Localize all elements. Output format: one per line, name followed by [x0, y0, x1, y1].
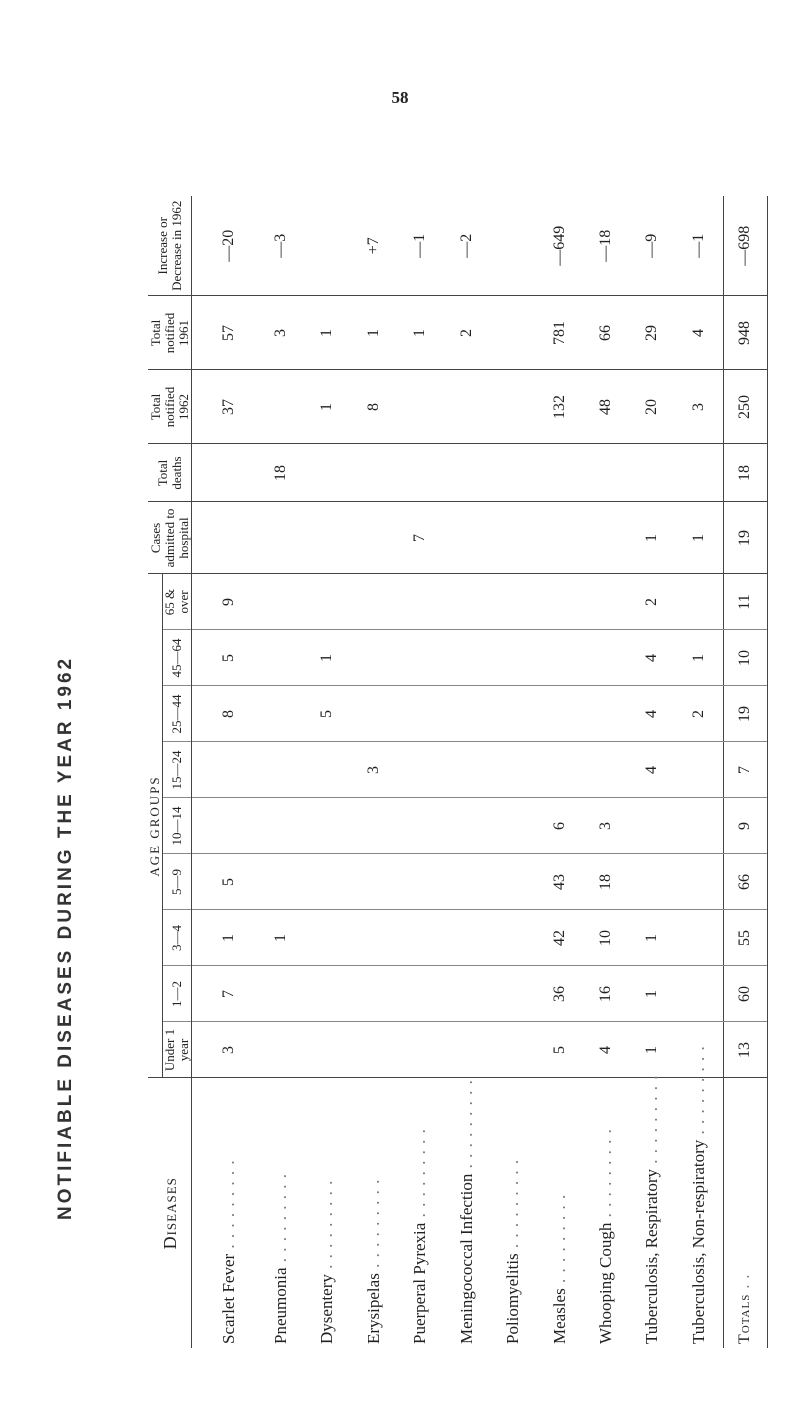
admitted-cell	[304, 502, 350, 574]
change-cell: —3	[258, 196, 304, 296]
leader-dots: . . . . . . . . .	[503, 1158, 523, 1254]
age-cell: 16	[583, 966, 629, 1022]
header-age: 65 & over	[163, 574, 192, 630]
age-cell	[676, 574, 724, 630]
age-cell: 1	[304, 630, 350, 686]
header-age: 25—44	[163, 686, 192, 742]
age-cell	[304, 910, 350, 966]
age-cell	[490, 1022, 536, 1078]
admitted-cell: 1	[629, 502, 675, 574]
change-cell: —649	[536, 196, 582, 296]
age-cell	[490, 798, 536, 854]
age-cell	[443, 574, 489, 630]
age-cell	[676, 742, 724, 798]
change-cell: +7	[351, 196, 397, 296]
notified-1962-cell: 20	[629, 370, 675, 444]
notified-1961-cell: 4	[676, 296, 724, 370]
age-cell: 2	[676, 686, 724, 742]
notified-1962-cell	[258, 370, 304, 444]
age-cell: 43	[536, 854, 582, 910]
header-notified-1962: Total notified 1962	[148, 370, 192, 444]
header-age: 5—9	[163, 854, 192, 910]
age-cell	[490, 686, 536, 742]
admitted-cell	[583, 502, 629, 574]
leader-dots: . . . . . . . . .	[270, 1173, 290, 1268]
disease-name-text: Meningococcal Infection	[456, 1173, 476, 1344]
age-cell: 4	[583, 1022, 629, 1078]
age-cell: 2	[629, 574, 675, 630]
deaths-cell	[629, 444, 675, 502]
header-age: 45—64	[163, 630, 192, 686]
age-cell	[443, 630, 489, 686]
age-cell	[536, 574, 582, 630]
age-cell	[397, 574, 443, 630]
header-row-groups	[148, 196, 163, 1348]
age-cell	[397, 798, 443, 854]
notified-1961-cell: 66	[583, 296, 629, 370]
age-cell	[536, 686, 582, 742]
disease-name-text: Tuberculosis, Non-respiratory	[689, 1139, 709, 1344]
age-cell	[258, 854, 304, 910]
age-cell: 1	[629, 1022, 675, 1078]
age-cell	[536, 630, 582, 686]
age-cell	[443, 1022, 489, 1078]
totals-label-text: Totals	[736, 1293, 754, 1344]
table-row	[192, 196, 258, 1348]
notified-1961-cell: 1	[397, 296, 443, 370]
disease-name	[490, 1078, 536, 1348]
table-row	[397, 196, 443, 1348]
age-cell	[258, 1022, 304, 1078]
disease-name-text: Scarlet Fever	[218, 1253, 238, 1344]
page-number: 58	[391, 88, 409, 107]
age-cell: 10	[723, 630, 767, 686]
deaths-cell	[192, 444, 258, 502]
age-cell: 13	[723, 1022, 767, 1078]
disease-name	[192, 1078, 258, 1348]
change-cell: —18	[583, 196, 629, 296]
header-age: Under 1 year	[163, 1022, 192, 1078]
age-cell: 3	[583, 798, 629, 854]
age-cell: 4	[629, 742, 675, 798]
age-cell	[397, 742, 443, 798]
notified-1962-cell: 132	[536, 370, 582, 444]
age-cell	[351, 686, 397, 742]
leader-dots: . . . . . . . . .	[363, 1178, 383, 1274]
leader-dots: . . . . . . . . .	[642, 1074, 662, 1169]
deaths-cell: 18	[723, 444, 767, 502]
age-cell	[443, 798, 489, 854]
age-cell	[443, 686, 489, 742]
header-change: Increase or Decrease in 1962	[148, 196, 192, 296]
age-cell	[536, 742, 582, 798]
notified-1961-cell	[490, 296, 536, 370]
table-row	[258, 196, 304, 1348]
notified-1961-cell: 57	[192, 296, 258, 370]
age-cell	[397, 630, 443, 686]
age-cell	[351, 630, 397, 686]
notified-1962-cell: 48	[583, 370, 629, 444]
age-cell	[192, 742, 258, 798]
change-cell: —698	[723, 196, 767, 296]
notified-1961-cell: 29	[629, 296, 675, 370]
age-cell	[676, 798, 724, 854]
header-age-groups: AGE GROUPS	[148, 574, 163, 1078]
age-cell	[397, 1022, 443, 1078]
leader-dots: . . . . . . . . .	[317, 1179, 337, 1275]
age-cell: 18	[583, 854, 629, 910]
change-cell: —1	[676, 196, 724, 296]
age-cell: 55	[723, 910, 767, 966]
deaths-cell	[536, 444, 582, 502]
age-cell	[443, 854, 489, 910]
age-cell: 1	[258, 910, 304, 966]
leader-dots: . . . . . . . . .	[595, 1128, 615, 1223]
age-cell	[304, 966, 350, 1022]
age-cell	[676, 966, 724, 1022]
disease-name	[583, 1078, 629, 1348]
age-cell: 5	[192, 630, 258, 686]
admitted-cell: 7	[397, 502, 443, 574]
notifiable-diseases-table	[148, 196, 768, 1348]
age-cell	[304, 854, 350, 910]
notified-1962-cell: 37	[192, 370, 258, 444]
notified-1962-cell: 3	[676, 370, 724, 444]
age-cell: 11	[723, 574, 767, 630]
age-cell	[351, 966, 397, 1022]
age-cell: 1	[192, 910, 258, 966]
age-cell	[676, 910, 724, 966]
age-cell	[258, 686, 304, 742]
admitted-cell	[490, 502, 536, 574]
age-cell	[629, 854, 675, 910]
disease-name	[443, 1078, 489, 1348]
notified-1961-cell: 781	[536, 296, 582, 370]
deaths-cell: 18	[258, 444, 304, 502]
notified-1962-cell: 250	[723, 370, 767, 444]
header-deaths: Total deaths	[148, 444, 192, 502]
age-cell: 7	[192, 966, 258, 1022]
deaths-cell	[490, 444, 536, 502]
age-cell: 3	[351, 742, 397, 798]
age-cell: 4	[629, 630, 675, 686]
disease-name	[304, 1078, 350, 1348]
disease-name	[676, 1045, 724, 1348]
age-cell	[351, 798, 397, 854]
age-cell	[258, 798, 304, 854]
age-cell	[443, 910, 489, 966]
deaths-cell	[443, 444, 489, 502]
notified-1961-cell: 3	[258, 296, 304, 370]
notified-1962-cell: 8	[351, 370, 397, 444]
table-row	[583, 196, 629, 1348]
age-cell: 10	[583, 910, 629, 966]
notified-1961-cell: 2	[443, 296, 489, 370]
age-cell	[351, 910, 397, 966]
age-cell	[490, 966, 536, 1022]
age-cell	[351, 854, 397, 910]
age-cell: 5	[304, 686, 350, 742]
table-row	[536, 196, 582, 1348]
age-cell: 1	[629, 966, 675, 1022]
table-body	[192, 196, 768, 1348]
age-cell	[583, 742, 629, 798]
age-cell	[304, 798, 350, 854]
totals-row	[723, 196, 767, 1348]
age-cell	[443, 966, 489, 1022]
leader-dots: . . . . . . . . .	[218, 1159, 238, 1254]
admitted-cell: 19	[723, 502, 767, 574]
age-cell	[192, 798, 258, 854]
age-cell	[258, 574, 304, 630]
change-cell	[304, 196, 350, 296]
age-cell	[304, 574, 350, 630]
age-cell	[490, 630, 536, 686]
deaths-cell	[583, 444, 629, 502]
age-cell	[397, 854, 443, 910]
disease-name-text: Dysentery	[317, 1274, 337, 1344]
disease-name-text: Whooping Cough	[595, 1222, 615, 1344]
age-cell	[304, 1022, 350, 1078]
leader-dots: . . . . . . . . .	[410, 1128, 430, 1223]
deaths-cell	[304, 444, 350, 502]
admitted-cell	[258, 502, 304, 574]
change-cell: —1	[397, 196, 443, 296]
age-cell: 66	[723, 854, 767, 910]
table-row	[351, 196, 397, 1348]
age-cell	[397, 686, 443, 742]
disease-name-text: Poliomyelitis	[503, 1253, 523, 1344]
header-age: 1—2	[163, 966, 192, 1022]
age-cell	[351, 574, 397, 630]
age-cell	[397, 966, 443, 1022]
age-cell	[258, 966, 304, 1022]
age-cell	[397, 910, 443, 966]
age-cell: 5	[192, 854, 258, 910]
notified-1961-cell: 948	[723, 296, 767, 370]
age-cell	[490, 574, 536, 630]
age-cell	[443, 742, 489, 798]
leader-dots: . .	[736, 1273, 754, 1294]
notified-1962-cell	[490, 370, 536, 444]
disease-name	[351, 1078, 397, 1348]
header-age: 10—14	[163, 798, 192, 854]
age-cell: 7	[723, 742, 767, 798]
notified-1961-cell: 1	[304, 296, 350, 370]
age-cell	[258, 742, 304, 798]
age-cell	[258, 630, 304, 686]
admitted-cell	[351, 502, 397, 574]
age-cell	[490, 910, 536, 966]
header-admitted: Cases admitted to hospital	[148, 502, 192, 574]
notified-1962-cell	[397, 370, 443, 444]
change-cell: —20	[192, 196, 258, 296]
age-cell	[490, 854, 536, 910]
age-cell: 19	[723, 686, 767, 742]
age-cell: 1	[629, 910, 675, 966]
deaths-cell	[397, 444, 443, 502]
disease-name	[629, 1074, 675, 1348]
table-row	[676, 196, 724, 1348]
disease-name-text: Puerperal Pyrexia	[410, 1222, 430, 1344]
deaths-cell	[676, 444, 724, 502]
age-cell	[583, 686, 629, 742]
leader-dots: . . . . . . . . .	[456, 1079, 476, 1174]
age-cell: 42	[536, 910, 582, 966]
admitted-cell	[536, 502, 582, 574]
table-row	[304, 196, 350, 1348]
disease-name-text: Pneumonia	[270, 1267, 290, 1344]
leader-dots: . . . . . . . . .	[549, 1193, 569, 1289]
disease-name-text: Erysipelas	[363, 1273, 383, 1344]
disease-name	[397, 1078, 443, 1348]
age-cell: 3	[192, 1022, 258, 1078]
age-cell	[304, 742, 350, 798]
age-cell	[629, 798, 675, 854]
table-row	[490, 196, 536, 1348]
header-diseases: Diseases	[148, 1078, 192, 1348]
disease-name-text: Tuberculosis, Respiratory	[642, 1168, 662, 1344]
change-cell: —2	[443, 196, 489, 296]
table-row	[443, 196, 489, 1348]
age-cell	[583, 574, 629, 630]
admitted-cell	[443, 502, 489, 574]
age-cell: 1	[676, 630, 724, 686]
age-cell: 9	[192, 574, 258, 630]
totals-label	[723, 1078, 767, 1348]
age-cell	[583, 630, 629, 686]
age-cell: 8	[192, 686, 258, 742]
age-cell: 5	[536, 1022, 582, 1078]
age-cell: 36	[536, 966, 582, 1022]
admitted-cell	[192, 502, 258, 574]
rotated-table-container	[148, 196, 768, 1348]
leader-dots: . . . . . . . . .	[689, 1045, 709, 1140]
age-cell	[351, 1022, 397, 1078]
deaths-cell	[351, 444, 397, 502]
disease-name	[536, 1078, 582, 1348]
age-cell: 60	[723, 966, 767, 1022]
header-notified-1961: Total notified 1961	[148, 296, 192, 370]
change-cell	[490, 196, 536, 296]
notified-1961-cell: 1	[351, 296, 397, 370]
age-cell: 9	[723, 798, 767, 854]
age-cell	[676, 854, 724, 910]
notified-1962-cell	[443, 370, 489, 444]
disease-name-text: Measles	[549, 1288, 569, 1344]
change-cell: —9	[629, 196, 675, 296]
side-title: NOTIFIABLE DISEASES DURING THE YEAR 1962	[55, 655, 76, 1220]
header-age: 3—4	[163, 910, 192, 966]
notified-1962-cell: 1	[304, 370, 350, 444]
disease-name	[258, 1078, 304, 1348]
admitted-cell: 1	[676, 502, 724, 574]
header-age: 15—24	[163, 742, 192, 798]
age-cell	[490, 742, 536, 798]
age-cell: 6	[536, 798, 582, 854]
age-cell: 4	[629, 686, 675, 742]
table-row	[629, 196, 675, 1348]
